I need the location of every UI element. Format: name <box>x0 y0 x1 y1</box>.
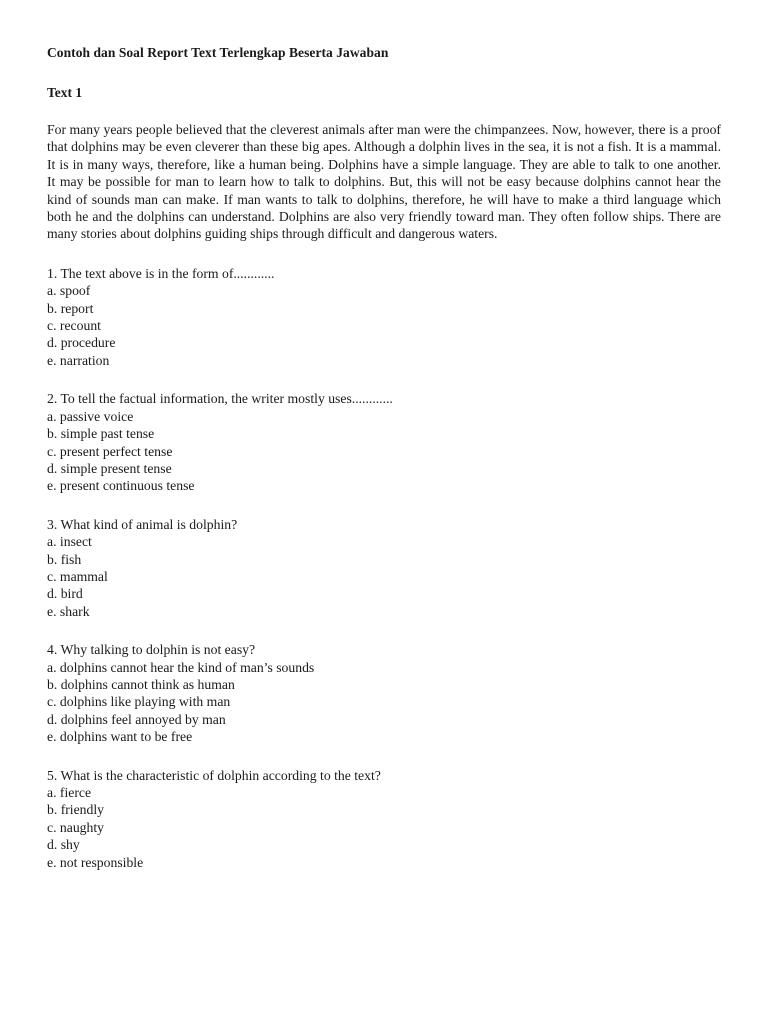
question-stem: 1. The text above is in the form of............ <box>47 265 275 281</box>
page-title: Contoh dan Soal Report Text Terlengkap Beserta Jawaban <box>47 45 389 60</box>
answer-option: e. narration <box>47 352 110 368</box>
question-stem: 4. Why talking to dolphin is not easy? <box>47 642 256 658</box>
answer-option: c. mammal <box>47 568 108 584</box>
answer-option: c. recount <box>47 318 101 334</box>
question-stem: 3. What kind of animal is dolphin? <box>47 516 238 532</box>
answer-option: c. naughty <box>47 819 105 835</box>
answer-option: e. not responsible <box>47 854 144 870</box>
question-item <box>47 641 720 745</box>
answer-option: d. procedure <box>47 335 116 351</box>
answer-option: a. passive voice <box>47 408 134 424</box>
answer-option: e. shark <box>47 603 90 619</box>
answer-option: b. fish <box>47 551 82 567</box>
answer-option: b. report <box>47 300 94 316</box>
answer-option: b. dolphins cannot think as human <box>47 676 235 692</box>
reading-passage: For many years people believed that the cleverest animals after man were the chimpanzees. Now, however, there is a proof that dolphins may be even cleverer than these big apes. Although a dolphin lives in the sea, it is not a fish. It is a mammal. It is in many ways, therefore, like a human being. Dolphins have a simple language. They are able to talk to one another. It may be possible for man to learn how to talk to dolphins. But, this will not be easy because dolphins cannot hear the kind of sounds man can make. If man wants to talk to dolphins, therefore, he will have to make a third language which both he and the dolphins can understand. Dolphins are also very friendly toward man. They often follow ships. There are many stories about dolphins guiding ships through difficult and dangerous waters. <box>47 122 721 242</box>
question-item <box>47 390 720 494</box>
answer-option: d. bird <box>47 586 83 602</box>
question-item <box>47 767 720 871</box>
answer-option: a. insect <box>47 534 92 550</box>
answer-option: e. present continuous tense <box>47 478 195 494</box>
question-stem: 5. What is the characteristic of dolphin according to the text? <box>47 767 381 783</box>
question-item <box>47 265 720 369</box>
answer-option: c. present perfect tense <box>47 443 173 459</box>
answer-option: a. spoof <box>47 283 91 299</box>
answer-option: c. dolphins like playing with man <box>47 694 231 710</box>
answer-option: d. simple present tense <box>47 460 172 476</box>
answer-option: b. simple past tense <box>47 426 155 442</box>
section-heading-text-1: Text 1 <box>47 85 83 100</box>
answer-option: d. dolphins feel annoyed by man <box>47 711 226 727</box>
answer-option: d. shy <box>47 837 80 853</box>
answer-option: a. fierce <box>47 785 92 800</box>
answer-option: e. dolphins want to be free <box>47 729 193 745</box>
question-item <box>47 516 720 620</box>
answer-option: b. friendly <box>47 802 105 818</box>
question-stem: 2. To tell the factual information, the writer mostly uses............ <box>47 391 393 407</box>
answer-option: a. dolphins cannot hear the kind of man’s sounds <box>47 659 315 675</box>
